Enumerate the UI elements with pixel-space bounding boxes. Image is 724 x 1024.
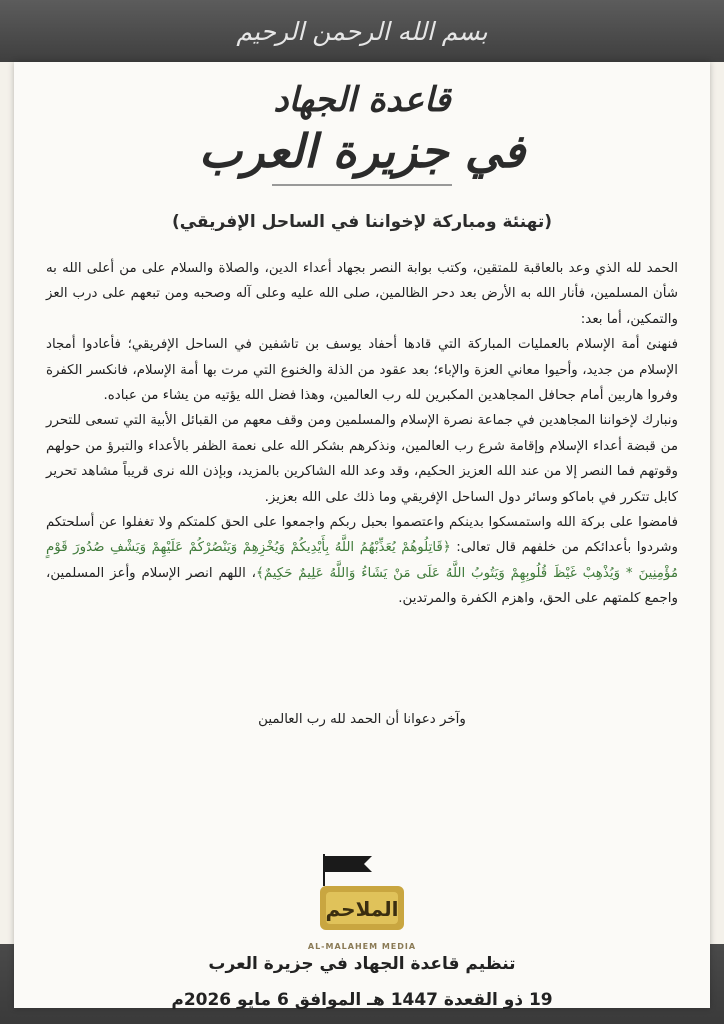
logo-caption: AL-MALAHEM MEDIA: [307, 942, 417, 951]
flag-emblem-icon: [302, 846, 422, 946]
exhortation-text: فامضوا على بركة الله واستمسكوا بدينكم واعتصموا بحبل ربكم واجمعوا على الحق كلمتكم ولا تغفلوا عن أسلحتكم وشردوا بأعدائكم من خلفهم قال تعالى:: [46, 515, 678, 556]
supplication-text: ، اللهم انصر الإسلام وأعز المسلمين، واجمع كلمتهم على الحق، واهزم الكفرة والمرتدين.: [46, 565, 678, 607]
paragraph-opening: الحمد لله الذي وعد بالعاقبة للمتقين، وكتب بوابة النصر بجهاد أعداء الدين، والصلاة والسلام على من أعلى الله به شأن المسلمين، فأنار الله به الأرض بعد دحر الظالمين، صلى الله عليه وعلى آله وصحبه ومن تبعهم على درب العز والتمكين، أما بعد:: [46, 261, 678, 327]
title-divider: [272, 184, 452, 186]
paragraph-exhortation: [46, 510, 678, 612]
title-line-2: في جزيرة العرب: [198, 124, 526, 178]
statement-page: [14, 62, 710, 1008]
basmala-calligraphy: بسم الله الرحمن الرحيم: [236, 16, 488, 46]
quran-verse: ﴿قَاتِلُوهُمْ يُعَذِّبْهُمُ اللَّهُ بِأَيْدِيكُمْ وَيُخْزِهِمْ وَيَنْصُرْكُمْ عَلَيْهِمْ وَيَشْفِ صُدُورَ قَوْمٍ مُؤْمِنِينَ * وَيُذْهِبْ غَيْظَ قُلُوبِهِمْ وَيَتُوبُ اللَّهُ عَلَى مَنْ يَشَاءُ وَاللَّهُ عَلِيمٌ حَكِيمٌ﴾: [46, 540, 678, 581]
statement-subtitle: (تهنئة ومباركة لإخواننا في الساحل الإفريقي): [171, 212, 553, 232]
statement-body: [46, 256, 678, 612]
top-banner: [0, 0, 724, 62]
footer-date: 19 ذو القعدة 1447 هـ الموافق 6 مايو 2026م: [171, 990, 553, 1010]
title-line-1: قاعدة الجهاد: [273, 80, 451, 120]
footer-organization: تنظيم قاعدة الجهاد في جزيرة العرب: [208, 954, 516, 974]
header-calligraphy: [14, 80, 710, 186]
logo-emblem-text: الملاحم: [325, 897, 399, 921]
paragraph-congratulation: فنهنئ أمة الإسلام بالعمليات المباركة التي قادها أحفاد يوسف بن تاشفين في الساحل الإفريقي؛ فأعادوا أمجاد الإسلام من جديد، وأحيوا معاني العزة والإباء؛ بعد عقود من الذلة والخنوع التي مرت بها أمة الإسلام، فانكسر الكفرة وفروا هاربين أمام جحافل المجاهدين المكبرين لله رب العالمين، وهذا فضل الله يؤتيه من يشاء من عباده.: [46, 337, 678, 404]
media-logo: [302, 846, 422, 956]
closing-line: وآخر دعوانا أن الحمد لله رب العالمين: [258, 712, 466, 727]
paragraph-blessing: ونبارك لإخواننا المجاهدين في جماعة نصرة الإسلام والمسلمين ومن وقف معهم من القبائل الأبية التي تسعى للتحرر من قبضة أعداء الإسلام وإقامة شرع رب العالمين، ونذكرهم بشكر الله على نعمة الظفر بالأعداء والتبرؤ من حولهم وقوتهم فما النصر إلا من عند الله العزيز الحكيم، وقد وعد الله الشاكرين بالمزيد، وبإذن الله نرى قريباً مشاهد تحرير كابل تتكرر في باماكو وسائر دول الساحل الإفريقي وما ذلك على الله بعزيز.: [46, 413, 678, 505]
